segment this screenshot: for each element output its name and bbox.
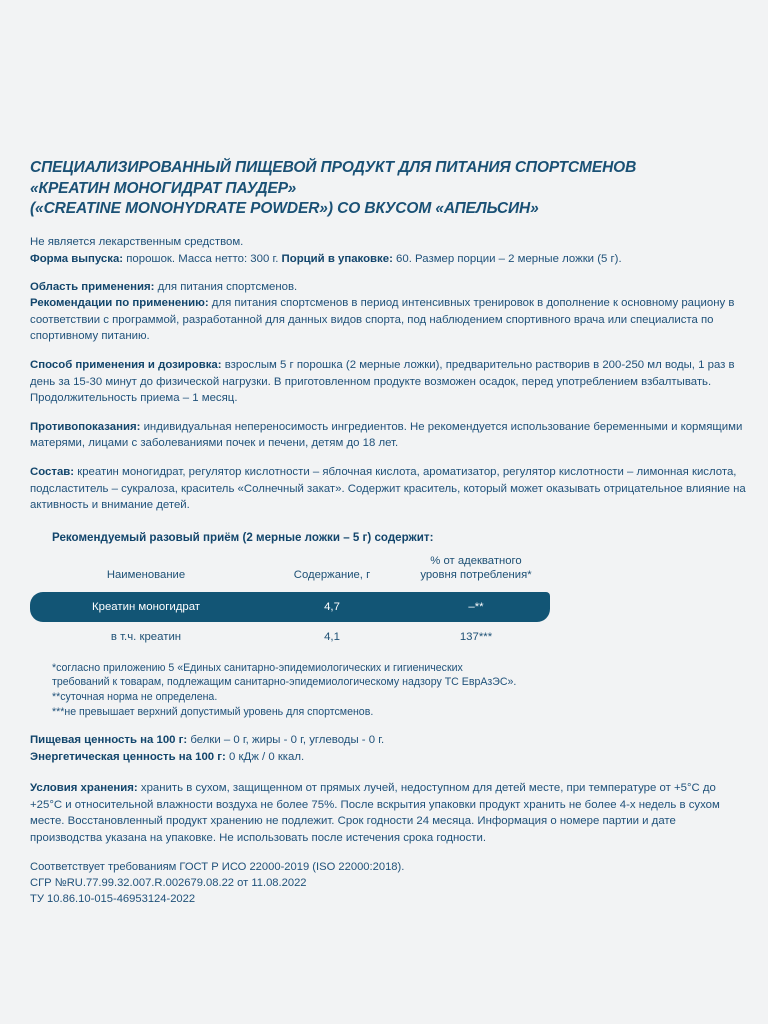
cell-name: в т.ч. креатин <box>110 630 182 643</box>
nutrition-table-block <box>30 531 550 719</box>
cell-percent: –** <box>468 600 484 613</box>
storage-conditions-block <box>30 780 746 846</box>
section-label-recommendations: Рекомендации по применению: <box>30 297 209 310</box>
storage-label: Условия хранения: <box>30 782 138 794</box>
nutritional-value-line <box>30 732 746 748</box>
section-label-application: Область применения: <box>30 280 155 293</box>
cell-amount: 4,7 <box>324 600 340 613</box>
section-text-dosage: взрослым 5 г порошка (2 мерные ложки), предварительно растворив в 200-250 мл воды, 1 раз в день за 15-30 минут до физической нагрузки. В приготовленном продукте возможен осадок, перед употреблением взбалтывать. Продолжительность приема – 1 месяц. <box>30 359 735 405</box>
table-row <box>30 592 550 622</box>
page-title <box>30 158 746 220</box>
column-header-percent-line1: % от адекватного <box>430 554 522 567</box>
section-dosage <box>30 357 746 407</box>
servings-label: Порций в упаковке: <box>281 253 393 266</box>
form-label: Форма выпуска: <box>30 253 124 266</box>
section-application <box>30 279 746 296</box>
column-header-percent <box>402 554 550 592</box>
form-value: порошок. Масса нетто: 300 г. <box>123 253 282 266</box>
column-header-percent-line2: уровня потребления* <box>420 569 532 582</box>
section-text-composition: креатин моногидрат, регулятор кислотности – яблочная кислота, ароматизатор, регулятор кислотности – лимонная кислота, подсластитель – сукралоза, краситель «Солнечный закат». Содержит краситель, который может оказывать отрицательное влияние на активность и внимание детей. <box>30 466 746 512</box>
certification-sgr: СГР №RU.77.99.32.007.R.002679.08.22 от 11.08.2022 <box>30 876 307 889</box>
section-text-application: для питания спортсменов. <box>154 280 298 293</box>
section-recommendations <box>30 295 746 345</box>
section-text-contraindications: индивидуальная непереносимость ингредиентов. Не рекомендуется использование беременными и кормящими матерями, лицами с заболеваниями почек и печени, детям до 18 лет. <box>30 420 743 450</box>
table-header-row <box>30 554 550 592</box>
footnote-3: ***не превышает верхний допустимый уровень для спортсменов. <box>52 705 374 718</box>
section-label-dosage: Способ применения и дозировка: <box>30 359 222 372</box>
energy-value-line <box>30 749 746 765</box>
nutrition-table <box>30 554 550 652</box>
nutritional-value-text: белки – 0 г, жиры - 0 г, углеводы - 0 г. <box>187 734 385 747</box>
cell-amount: 4,1 <box>324 630 340 643</box>
nutrition-values-block <box>30 732 746 765</box>
certifications-block <box>30 860 746 907</box>
footnote-2: **суточная норма не определена. <box>52 691 218 703</box>
servings-value: 60. Размер порции – 2 мерные ложки (5 г). <box>392 253 622 266</box>
section-text-recommendations: для питания спортсменов в период интенсивных тренировок в дополнение к основному рациону в соответствии с программой, разработанной для данных видов спорта, под наблюдением спортивного врача или специалиста по спортивному питанию. <box>30 297 735 343</box>
title-line-2: «КРЕАТИН МОНОГИДРАТ ПАУДЕР» <box>30 179 297 197</box>
nutrition-table-caption: Рекомендуемый разовый приём (2 мерные ложки – 5 г) содержит: <box>52 530 434 544</box>
footnote-1: *согласно приложению 5 «Единых санитарно-эпидемиологических и гигиенических <box>52 661 463 674</box>
energy-value-text: 0 кДж / 0 ккал. <box>225 750 305 763</box>
table-footnotes <box>52 661 550 719</box>
form-line <box>30 251 746 268</box>
title-line-3: («CREATINE MONOHYDRATE POWDER») СО ВКУСОМ «АПЕЛЬСИН» <box>30 200 539 217</box>
nutritional-value-label: Пищевая ценность на 100 г: <box>30 734 188 747</box>
certification-gost: Соответствует требованиям ГОСТ Р ИСО 22000-2019 (ISO 22000:2018). <box>30 861 405 874</box>
cell-percent: 137*** <box>459 630 493 643</box>
column-header-amount: Содержание, г <box>293 569 371 582</box>
footnote-1-cont: требований к товарам, подлежащим санитарно-эпидемиологическому надзору ТС ЕврАзЭС». <box>52 676 517 689</box>
section-contraindications <box>30 419 746 452</box>
section-label-contraindications: Противопоказания: <box>30 420 141 433</box>
section-composition <box>30 464 746 514</box>
column-header-name: Наименование <box>106 569 186 582</box>
cell-name: Креатин моногидрат <box>91 600 201 613</box>
storage-text: хранить в сухом, защищенном от прямых лучей, недоступном для детей месте, при температуре от +5°С до +25°С и относительной влажности воздуха не более 75%. После вскрытия упаковки продукт хранить не более 4-х недель в сухом месте. Восстановленный продукт хранению не подлежит. Срок годности 24 месяца. Информация о номере партии и дате производства указана на упаковке. Не использовать после истечения срока годности. <box>30 782 720 844</box>
section-label-composition: Состав: <box>30 466 75 479</box>
certification-tu: ТУ 10.86.10-015-46953124-2022 <box>30 892 196 905</box>
lead-block <box>30 234 746 268</box>
energy-value-label: Энергетическая ценность на 100 г: <box>30 750 226 763</box>
not-medicine-text: Не является лекарственным средством. <box>30 235 244 248</box>
table-row <box>30 622 550 652</box>
title-line-1: СПЕЦИАЛИЗИРОВАННЫЙ ПИЩЕВОЙ ПРОДУКТ ДЛЯ ПИТАНИЯ СПОРТСМЕНОВ <box>30 159 637 176</box>
